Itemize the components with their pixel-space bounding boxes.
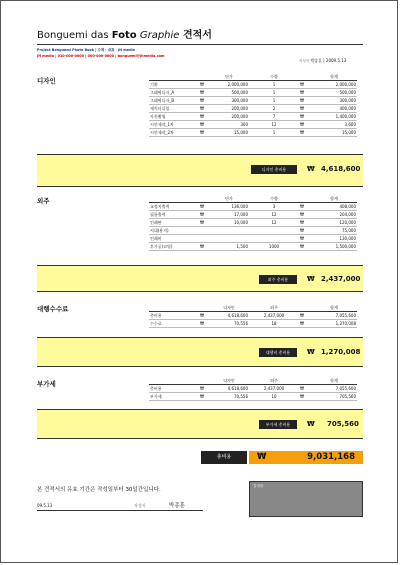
table-cell: ₩ <box>199 121 209 129</box>
table-cell: 300 <box>209 121 249 129</box>
table-cell: 200,000 <box>209 105 249 113</box>
design-sum-label: 디자인 총비용 <box>251 165 297 174</box>
table-cell: 2 <box>249 105 299 113</box>
vat-sum-label: 부가세 총비용 <box>259 420 297 429</box>
table-cell: 1 <box>249 129 299 137</box>
table-row <box>149 81 357 89</box>
table-cell: 10 <box>249 393 299 401</box>
table-cell <box>299 195 311 203</box>
approval-label: 결재란 <box>253 484 264 488</box>
table-cell: 70,556 <box>209 320 249 328</box>
table-cell: 120,000 <box>311 219 357 227</box>
table-row <box>149 385 357 393</box>
table-cell: 7,055,600 <box>311 312 357 320</box>
table-cell: 그래픽디자_B <box>149 97 199 105</box>
table-cell: 수수료 <box>149 320 199 328</box>
table-cell: 1 <box>249 89 299 97</box>
table-row <box>149 129 357 137</box>
table-cell: 기획 <box>149 81 199 89</box>
table-cell: ₩ <box>299 235 311 243</box>
outsourcing-sum-won: ₩ <box>307 275 315 283</box>
table-cell: ₩ <box>199 385 209 393</box>
table-cell: 70,556 <box>209 393 249 401</box>
table-cell: ₩ <box>299 243 311 251</box>
table-cell: 시안제작_1차 <box>149 121 199 129</box>
vat-table <box>149 377 357 401</box>
table-cell: 705,560 <box>311 393 357 401</box>
col-header: 합계 <box>311 73 357 81</box>
title-text: Bonguemi das <box>37 30 112 41</box>
table-cell: 2,437,000 <box>249 312 299 320</box>
col-header: 합계 <box>311 304 357 312</box>
table-row <box>149 203 357 211</box>
agency-sum-value: 1,270,008 <box>321 348 361 356</box>
title-korean: 견적서 <box>179 30 212 41</box>
title-italic: Graphie <box>136 30 180 41</box>
table-row <box>149 105 357 113</box>
table-cell: ₩ <box>199 97 209 105</box>
author-date: 작성자 박종훈 | 2009.5.13 <box>299 58 347 63</box>
table-cell: 136,000 <box>209 203 249 211</box>
table-cell <box>299 304 311 312</box>
table-cell <box>209 227 249 235</box>
vat-sum-won: ₩ <box>307 420 315 428</box>
vat-sum-value: 705,560 <box>327 420 359 428</box>
table-cell: ₩ <box>299 227 311 235</box>
table-cell: 인쇄판 <box>149 219 199 227</box>
footer-date: 09.5.13 <box>37 503 53 508</box>
table-cell <box>199 377 209 385</box>
table-cell <box>249 227 299 235</box>
table-cell <box>199 227 209 235</box>
table-row <box>149 219 357 227</box>
table-cell: 18 <box>249 320 299 328</box>
table-cell: 204,000 <box>311 211 357 219</box>
table-cell: 사진촬영 <box>149 113 199 121</box>
table-cell: ₩ <box>299 113 311 121</box>
agency-fee-table <box>149 304 357 328</box>
table-cell <box>149 377 199 385</box>
col-header: 단가 <box>209 195 249 203</box>
table-cell: 300,000 <box>311 97 357 105</box>
title-rule <box>37 44 363 45</box>
table-cell <box>299 377 311 385</box>
design-sum-value: 4,618,600 <box>321 165 361 173</box>
company-info-line2: JH media | 010-000-0000 | 000-000-0000 | bonguemi@jhmedia.com <box>37 54 165 58</box>
table-cell: 75,000 <box>311 227 357 235</box>
table-cell: ₩ <box>199 113 209 121</box>
col-header: 디자인 <box>209 377 249 385</box>
section-title-design: 디자인 <box>37 77 56 85</box>
table-cell: 총비용 <box>149 385 199 393</box>
table-cell: 필름출력 <box>149 211 199 219</box>
table-cell: ₩ <box>199 393 209 401</box>
table-cell <box>199 73 209 81</box>
table-cell: 400,000 <box>311 105 357 113</box>
table-cell: 1,500,000 <box>311 243 357 251</box>
table-cell: 12 <box>249 211 299 219</box>
table-cell: 총비용 <box>149 312 199 320</box>
table-cell: 후가공(코팅) <box>149 243 199 251</box>
table-cell: ₩ <box>299 97 311 105</box>
table-row <box>149 320 357 328</box>
table-cell: 17,000 <box>209 211 249 219</box>
table-row <box>149 312 357 320</box>
table-row <box>149 243 357 251</box>
table-cell: ₩ <box>299 393 311 401</box>
table-cell <box>199 235 209 243</box>
grand-total-value: 9,031,168 <box>307 452 355 462</box>
outsourcing-table <box>149 195 357 251</box>
table-cell: 4,618,600 <box>209 312 249 320</box>
table-cell: 10,000 <box>209 219 249 227</box>
table-cell: ₩ <box>299 121 311 129</box>
document-title <box>37 26 212 41</box>
table-cell: 2,437,000 <box>249 385 299 393</box>
col-header: 단가 <box>209 73 249 81</box>
table-cell <box>249 235 299 243</box>
outsourcing-sum-value: 2,437,000 <box>321 275 361 283</box>
table-cell: 7 <box>249 113 299 121</box>
table-row <box>149 89 357 97</box>
table-cell <box>299 73 311 81</box>
col-header: 수량 <box>249 195 299 203</box>
col-header: 합계 <box>311 195 357 203</box>
table-cell: 12 <box>249 121 299 129</box>
outsourcing-sum-label: 외주 총비용 <box>259 275 297 284</box>
col-header: 디자인 <box>209 304 249 312</box>
table-cell: ₩ <box>299 219 311 227</box>
agency-sum-won: ₩ <box>307 348 315 356</box>
table-cell: ₩ <box>199 312 209 320</box>
table-cell <box>149 304 199 312</box>
table-cell: 12 <box>249 219 299 227</box>
table-cell: 교정지출력 <box>149 203 199 211</box>
footer-rule <box>37 510 203 511</box>
table-cell: ₩ <box>199 211 209 219</box>
table-row <box>149 211 357 219</box>
table-cell: 500,000 <box>209 89 249 97</box>
table-cell <box>149 195 199 203</box>
table-cell: 지대(용지) <box>149 227 199 235</box>
table-cell: ₩ <box>199 89 209 97</box>
col-header: 수량 <box>249 73 299 81</box>
table-cell <box>199 304 209 312</box>
section-title-outsourcing: 외주 <box>37 197 50 205</box>
table-cell: 200,000 <box>209 113 249 121</box>
table-cell: 300,000 <box>209 97 249 105</box>
table-cell: ₩ <box>299 105 311 113</box>
col-header: 외주 <box>249 377 299 385</box>
table-cell: 그래픽디자_A <box>149 89 199 97</box>
design-table <box>149 73 357 137</box>
table-cell: ₩ <box>299 320 311 328</box>
table-cell: 4,618,600 <box>209 385 249 393</box>
table-cell: 1,400,000 <box>311 113 357 121</box>
table-cell: 3 <box>249 203 299 211</box>
table-cell <box>209 235 249 243</box>
table-row <box>149 121 357 129</box>
section-title-agency-fee: 대행수수료 <box>37 305 69 313</box>
grand-total-box <box>249 451 363 464</box>
table-cell: 15,000 <box>209 129 249 137</box>
table-cell: 2,000,000 <box>311 81 357 89</box>
table-cell: ₩ <box>199 129 209 137</box>
table-cell: 15,000 <box>311 129 357 137</box>
table-row <box>149 113 357 121</box>
col-header: 합계 <box>311 377 357 385</box>
table-cell: ₩ <box>199 81 209 89</box>
table-cell: 캐릭터디엄 <box>149 105 199 113</box>
table-cell <box>199 195 209 203</box>
table-row <box>149 393 357 401</box>
table-cell: 2,000,000 <box>209 81 249 89</box>
grand-total-won: ₩ <box>257 452 267 462</box>
table-cell: ₩ <box>299 203 311 211</box>
footer-author-label: 작성자 <box>134 503 146 508</box>
table-cell: ₩ <box>199 105 209 113</box>
approval-box <box>249 481 363 517</box>
agency-sum-label: 대행비 총비용 <box>259 348 297 357</box>
table-cell: ₩ <box>299 211 311 219</box>
table-cell: 3,600 <box>311 121 357 129</box>
table-cell: ₩ <box>199 203 209 211</box>
table-cell: ₩ <box>299 312 311 320</box>
table-cell: 408,000 <box>311 203 357 211</box>
table-cell: 1 <box>249 97 299 105</box>
table-cell: 1,270,008 <box>311 320 357 328</box>
table-cell: ₩ <box>299 385 311 393</box>
title-bold: Foto <box>111 30 137 41</box>
company-info-line1: Project Bonguemi Photo Book | 수제 · 대표 · JH media <box>37 48 135 52</box>
table-cell: ₩ <box>299 89 311 97</box>
table-cell: ₩ <box>199 243 209 251</box>
table-cell: ₩ <box>199 219 209 227</box>
table-cell: 인쇄비 <box>149 235 199 243</box>
table-cell: 7,055,600 <box>311 385 357 393</box>
footer-author: 박종훈 <box>169 503 185 509</box>
table-cell: ₩ <box>299 81 311 89</box>
table-cell: 시안제작_2차 <box>149 129 199 137</box>
table-cell: 1000 <box>249 243 299 251</box>
table-cell: ₩ <box>199 320 209 328</box>
grand-total-label: 총비용 <box>201 451 247 464</box>
table-row <box>149 227 357 235</box>
table-cell: 1,500 <box>209 243 249 251</box>
design-sum-won: ₩ <box>307 165 315 173</box>
table-row <box>149 97 357 105</box>
table-cell: ₩ <box>299 129 311 137</box>
table-cell: 부가세 <box>149 393 199 401</box>
validity-note: 본 견적서의 유효 기간은 작성일부터 30일간입니다. <box>37 487 161 493</box>
table-cell: 130,000 <box>311 235 357 243</box>
section-title-vat: 부가세 <box>37 380 56 388</box>
table-cell: 500,000 <box>311 89 357 97</box>
table-row <box>149 235 357 243</box>
table-cell: 1 <box>249 81 299 89</box>
col-header: 외주 <box>249 304 299 312</box>
table-cell <box>149 73 199 81</box>
